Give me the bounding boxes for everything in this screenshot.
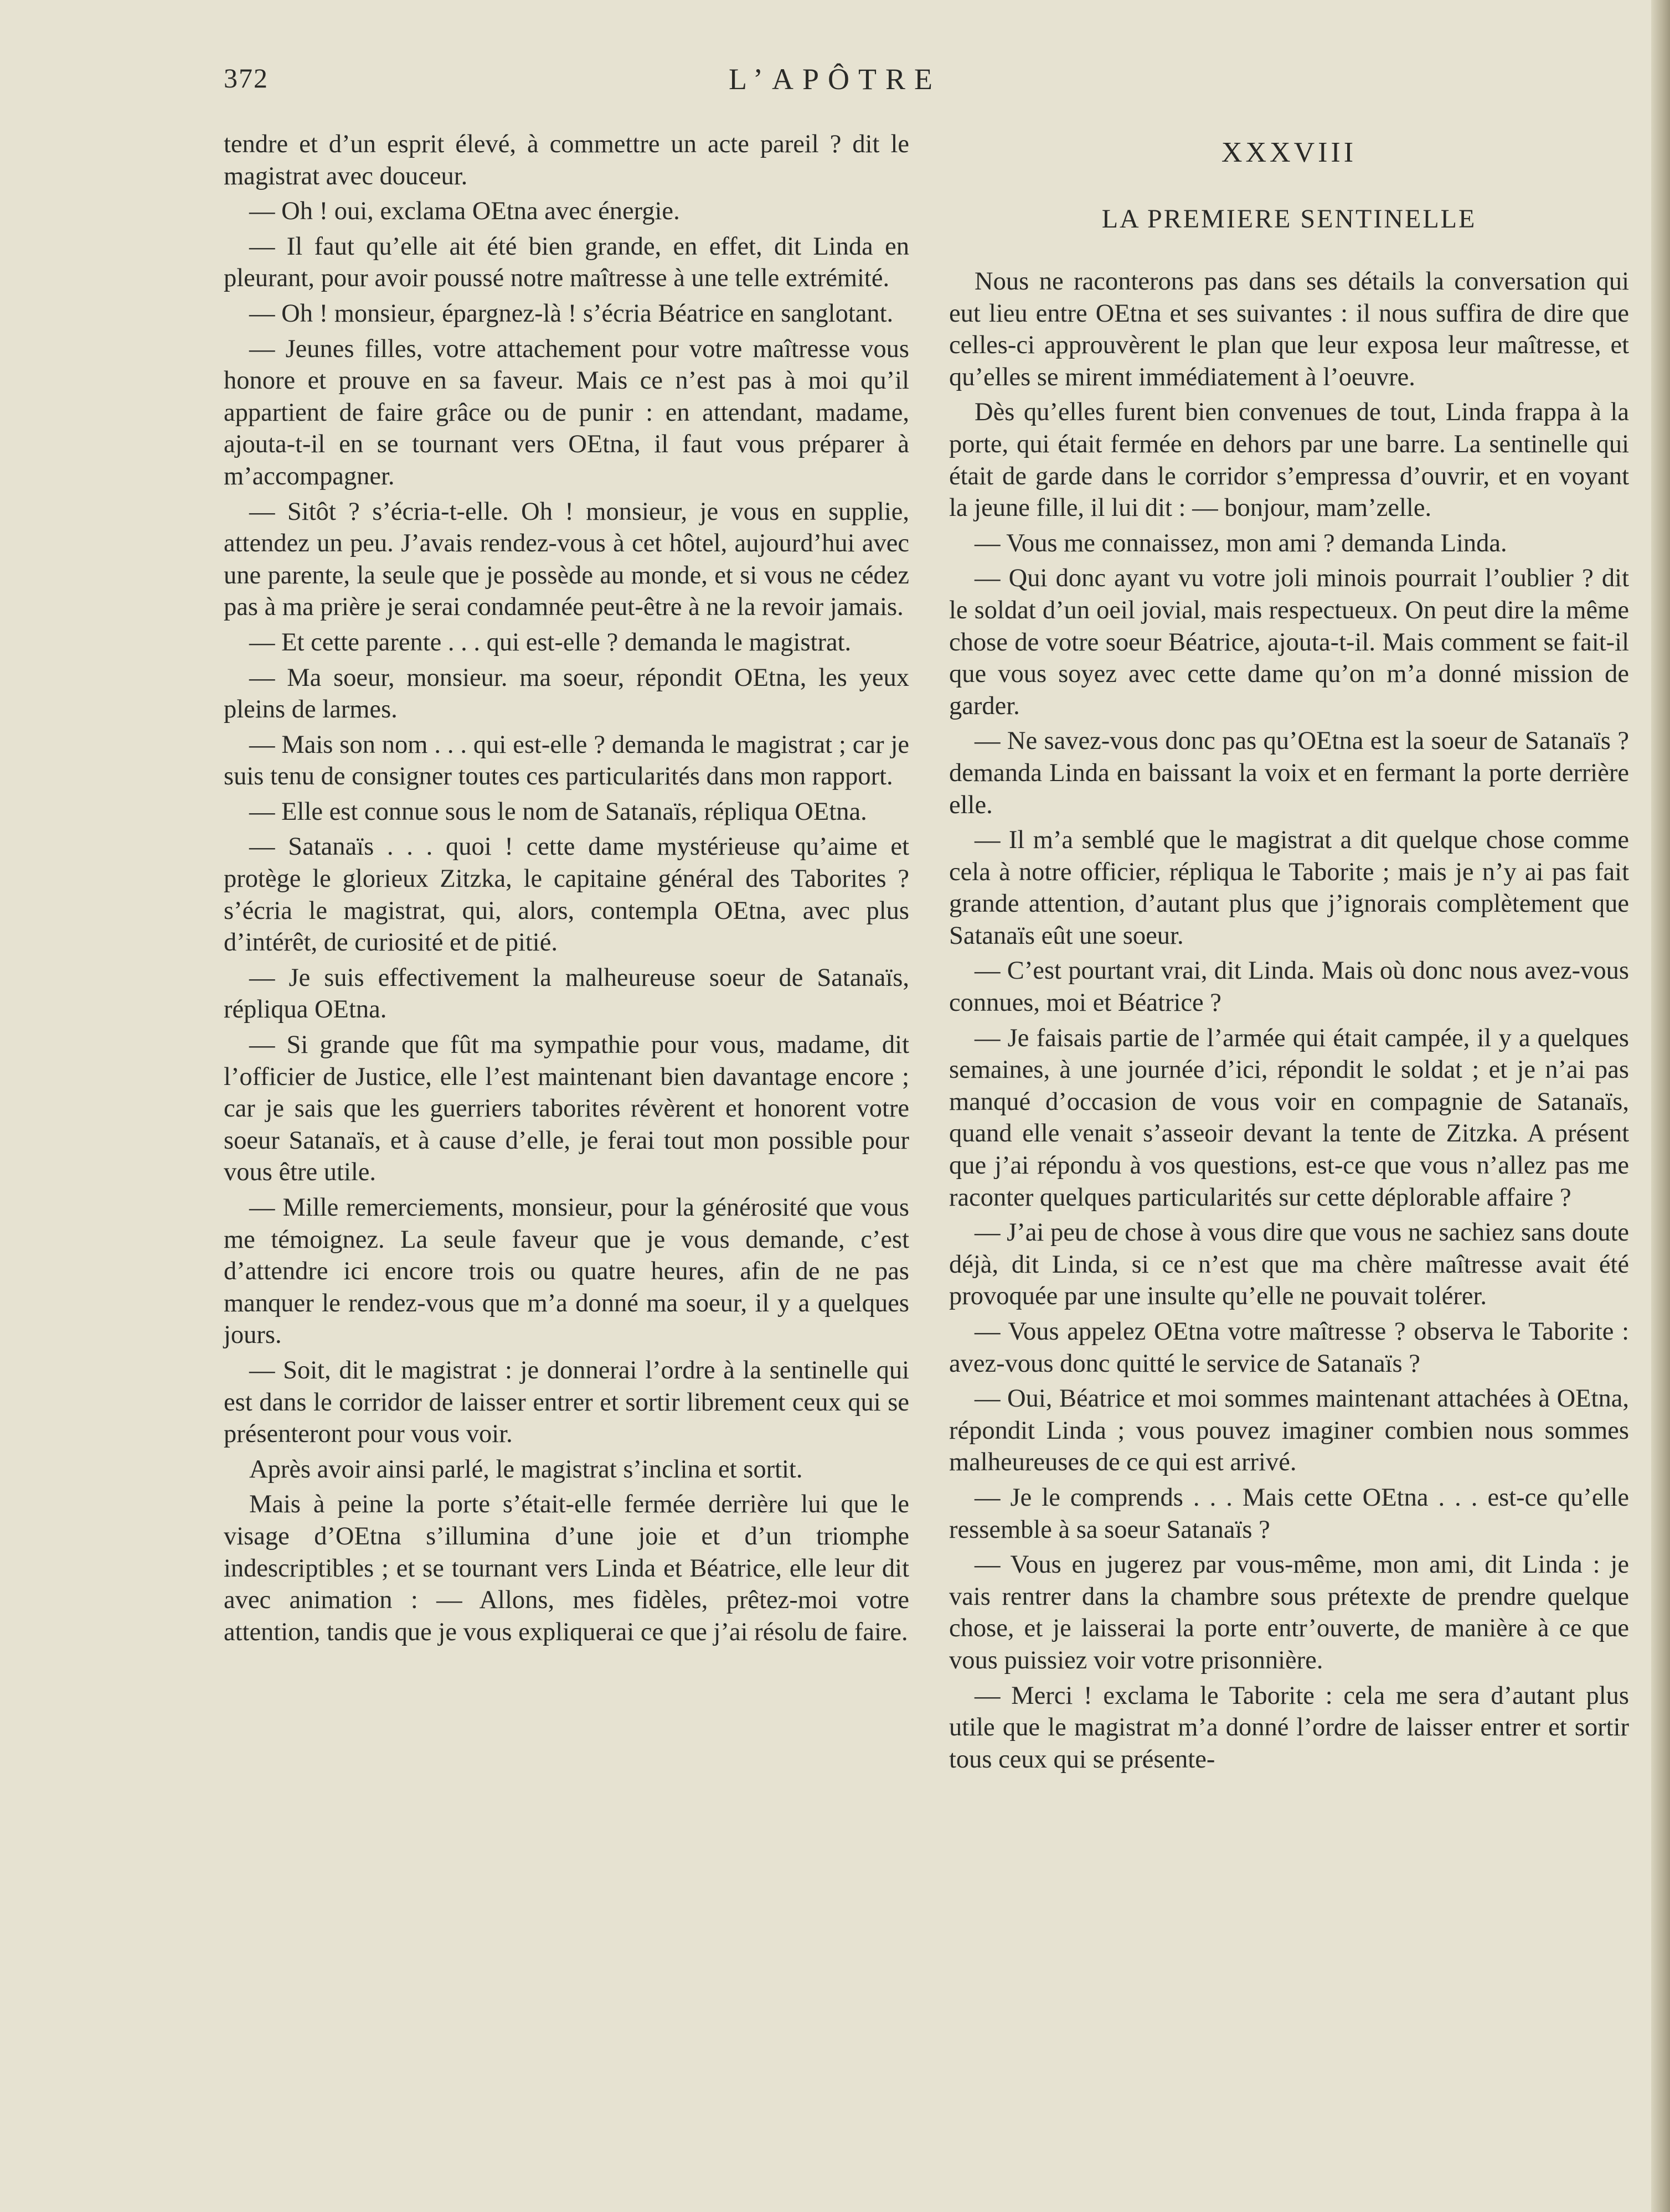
paragraph: — Il faut qu’elle ait été bien grande, en effet, dit Linda en pleurant, pour avoir poussé notre maîtresse à une telle extrémité. <box>224 232 909 293</box>
paragraph: — Si grande que fût ma sympathie pour vous, madame, dit l’officier de Justice, elle l’est maintenant bien davantage encore ; car je sais que les guerriers taborites révèrent et honorent votre soeur Satanaïs, et à cause d’elle, je ferai tout mon possible pour vous être utile. <box>224 1031 909 1187</box>
paragraph: — Mais son nom . . . qui est-elle ? demanda le magistrat ; car je suis tenu de consigner toutes ces particularités dans mon rapport. <box>224 730 909 791</box>
paragraph: — Je suis effectivement la malheureuse soeur de Satanaïs, répliqua OEtna. <box>224 963 909 1024</box>
paragraph: — Jeunes filles, votre attachement pour votre maîtresse vous honore et prouve en sa faveur. Mais ce n’est pas à moi qu’il appartient de faire grâce ou de punir : en attendant, madame, ajouta-t-il en se tournant vers OEtna, il faut vous préparer à m’accompagner. <box>224 334 909 490</box>
paragraph: — C’est pourtant vrai, dit Linda. Mais où donc nous avez-vous connues, moi et Béatrice ? <box>949 957 1629 1017</box>
paragraph: — Oh ! oui, exclama OEtna avec énergie. <box>249 197 680 226</box>
chapter-title: LA PREMIERE SENTINELLE <box>1101 204 1477 234</box>
paragraph: — Ma soeur, monsieur. ma soeur, répondit OEtna, les yeux pleins de larmes. <box>224 663 909 724</box>
paragraph: tendre et d’un esprit élevé, à commettre un acte pareil ? dit le magistrat avec douceur. <box>224 130 909 190</box>
paragraph: — Oui, Béatrice et moi sommes maintenant attachées à OEtna, répondit Linda ; vous pouvez imaginer combien nous sommes malheureuses de ce qui est arrivé. <box>949 1384 1629 1477</box>
paragraph: — Ne savez-vous donc pas qu’OEtna est la soeur de Satanaïs ? demanda Linda en baissant la voix et en fermant la porte derrière elle. <box>949 727 1629 819</box>
paragraph: — Et cette parente . . . qui est-elle ? demanda le magistrat. <box>249 628 852 657</box>
paragraph: Nous ne raconterons pas dans ses détails la conversation qui eut lieu entre OEtna et ses suivantes : il nous suffira de dire que celles-ci approuvèrent le plan que leur exposa leur maîtresse, et qu’elles se mirent immédiatement à l’oeuvre. <box>949 267 1629 391</box>
paragraph: Mais à peine la porte s’était-elle fermée derrière lui que le visage d’OEtna s’illumina d’une joie et d’un triomphe indescriptibles ; et se tournant vers Linda et Béatrice, elle leur dit avec animation : — Allons, mes fidèles, prêtez-moi votre attention, tandis que je vous expliquerai ce que j’ai résolu de faire. <box>224 1490 909 1646</box>
paragraph: — Vous appelez OEtna votre maîtresse ? observa le Taborite : avez-vous donc quitté le service de Satanaïs ? <box>949 1317 1629 1378</box>
paragraph: — Oh ! monsieur, épargnez-là ! s’écria Béatrice en sanglotant. <box>249 299 894 328</box>
paragraph: Dès qu’elles furent bien convenues de tout, Linda frappa à la porte, qui était fermée en dehors par une barre. La sentinelle qui était de garde dans le corridor s’empressa d’ouvrir, et en voyant la jeune fille, il lui dit : — bonjour, mam’zelle. <box>949 398 1629 523</box>
page-number: 372 <box>224 63 269 94</box>
paragraph: — J’ai peu de chose à vous dire que vous ne sachiez sans doute déjà, dit Linda, si ce n’est que ma chère maîtresse avait été provoquée par une insulte qu’elle ne pouvait tolérer. <box>949 1218 1629 1311</box>
chapter-number: XXXVIII <box>1221 137 1357 168</box>
paragraph: — Je le comprends . . . Mais cette OEtna . . . est-ce qu’elle ressemble à sa soeur Satanaïs ? <box>949 1483 1629 1544</box>
page-edge <box>1651 0 1670 2212</box>
right-column <box>949 128 1629 1779</box>
left-column <box>224 128 909 1651</box>
paragraph: — Elle est connue sous le nom de Satanaïs, répliqua OEtna. <box>249 797 867 826</box>
paragraph: — Vous en jugerez par vous-même, mon ami, dit Linda : je vais rentrer dans la chambre sous prétexte de prendre quelque chose, et je laisserai la porte entr’ouverte, de manière à ce que vous puissiez voir votre prisonnière. <box>949 1551 1629 1674</box>
paragraph: — Mille remerciements, monsieur, pour la générosité que vous me témoignez. La seule faveur que je vous demande, c’est d’attendre ici encore trois ou quatre heures, afin de ne pas manquer le rendez-vous que m’a donné ma soeur, il y a quelques jours. <box>224 1193 909 1350</box>
paragraph: — Vous me connaissez, mon ami ? demanda Linda. <box>975 529 1507 557</box>
paragraph: — Satanaïs . . . quoi ! cette dame mystérieuse qu’aime et protège le glorieux Zitzka, le capitaine général des Taborites ? s’écria le magistrat, qui, alors, contempla OEtna, avec plus d’intérêt, de curiosité et de pitié. <box>224 833 909 957</box>
paragraph: — Il m’a semblé que le magistrat a dit quelque chose comme cela à notre officier, répliqua le Taborite ; mais je n’y ai pas fait grande attention, d’autant plus que j’ignorais complètement que Satanaïs eût une soeur. <box>949 826 1629 950</box>
running-title: L’APÔTRE <box>728 63 942 96</box>
paragraph: — Soit, dit le magistrat : je donnerai l’ordre à la sentinelle qui est dans le corridor de laisser entrer et sortir librement ceux qui se présenteront pour vous voir. <box>224 1356 909 1449</box>
paragraph: Après avoir ainsi parlé, le magistrat s’inclina et sortit. <box>249 1455 803 1484</box>
paragraph: — Qui donc ayant vu votre joli minois pourrait l’oublier ? dit le soldat d’un oeil jovial, mais respectueux. On peut dire la même chose de votre soeur Béatrice, ajouta-t-il. Mais comment se fait-il que vous soyez avec cette dame qu’on m’a donné mission de garder. <box>949 564 1629 720</box>
paragraph: — Je faisais partie de l’armée qui était campée, il y a quelques semaines, à une journée d’ici, répondit le soldat ; et je n’ai pas manqué d’occasion de vous voir en compagnie de Satanaïs, quand elle venait s’asseoir devant la tente de Zitzka. A présent que j’ai répondu à vos questions, est-ce que vous n’allez pas me raconter quelques particularités sur cette déplorable affaire ? <box>949 1024 1629 1212</box>
paragraph: — Sitôt ? s’écria-t-elle. Oh ! monsieur, je vous en supplie, attendez un peu. J’avais rendez-vous à cet hôtel, aujourd’hui avec une parente, la seule que je possède au monde, et si vous ne cédez pas à ma prière je serai condamnée peut-être à ne la revoir jamais. <box>224 497 909 622</box>
paragraph: — Merci ! exclama le Taborite : cela me sera d’autant plus utile que le magistrat m’a donné l’ordre de laisser entrer et sortir tous ceux qui se présente- <box>949 1681 1629 1774</box>
